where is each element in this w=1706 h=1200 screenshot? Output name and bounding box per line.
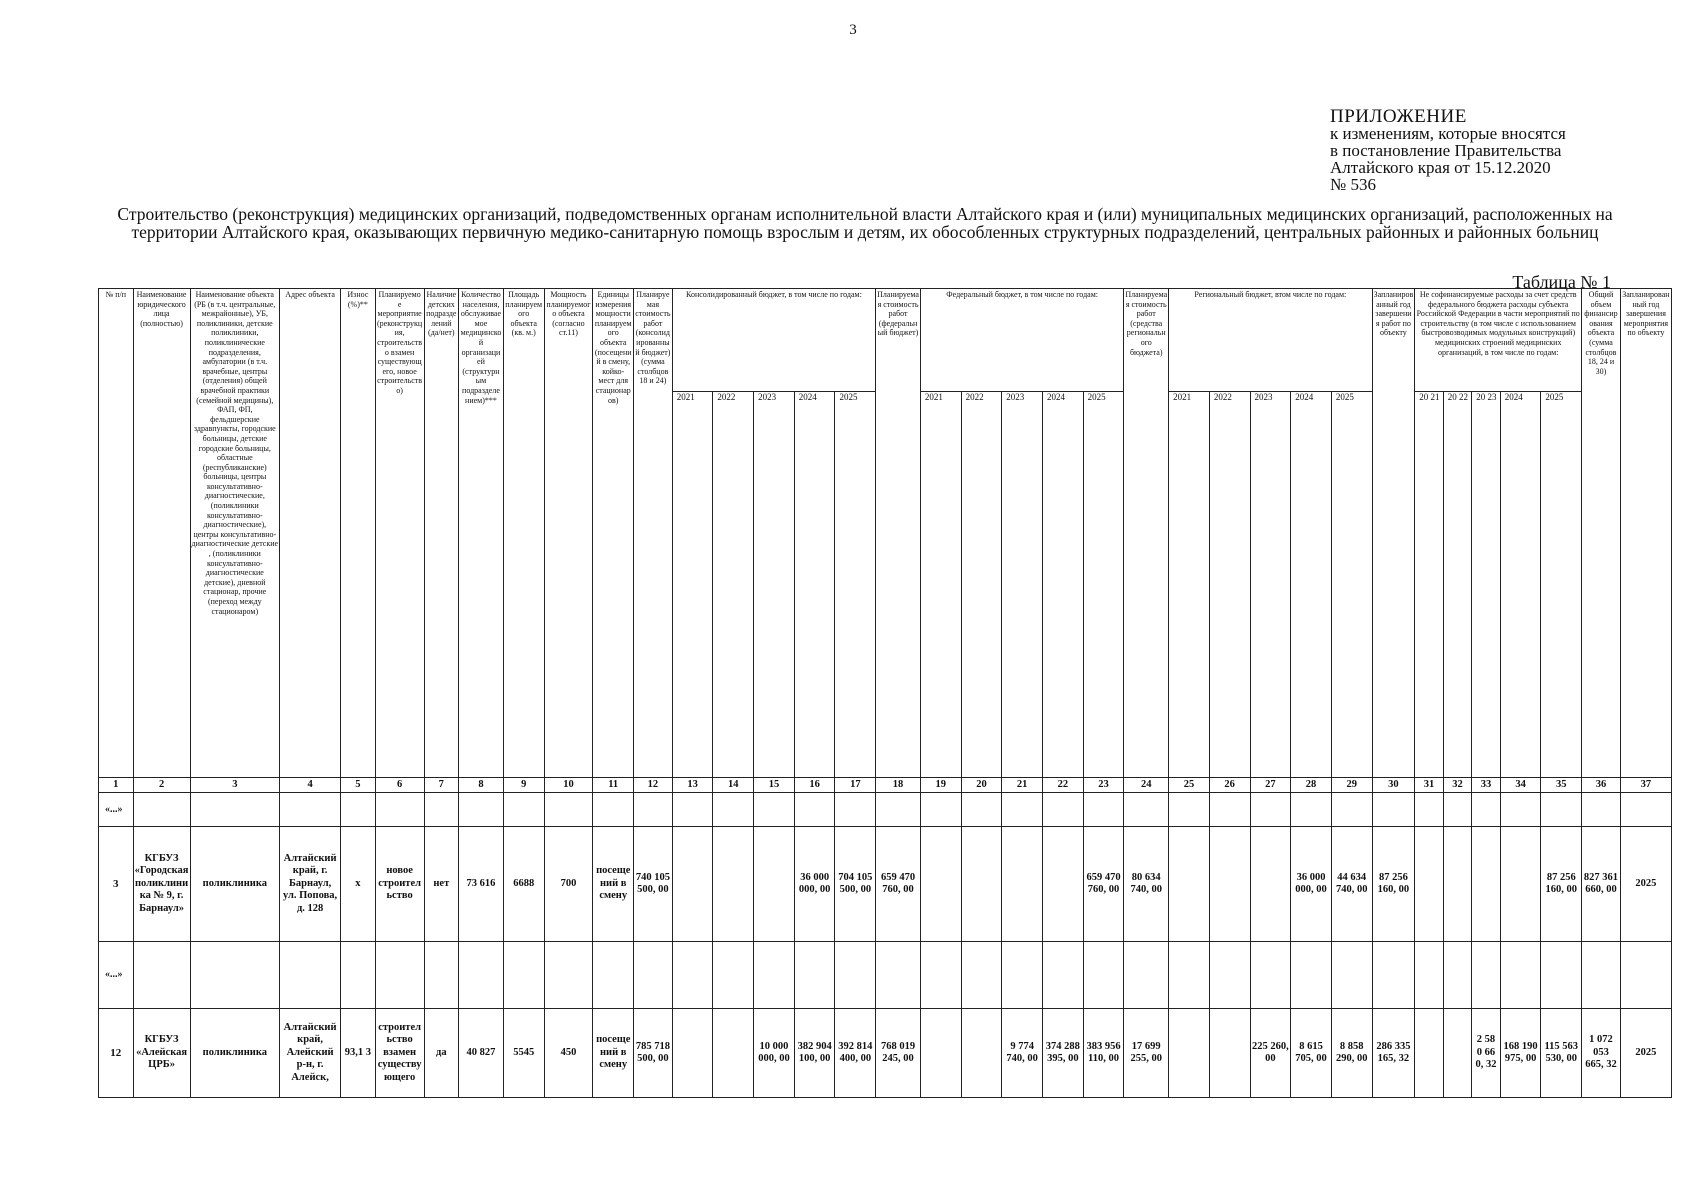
area: 5545 bbox=[503, 1009, 544, 1098]
capacity: 700 bbox=[544, 827, 593, 942]
object-name: поликлиника bbox=[190, 1009, 280, 1098]
header-cell: Планируемая стоимость работ (федеральный бюджет) bbox=[876, 289, 921, 778]
column-number: 15 bbox=[754, 778, 795, 793]
table-row bbox=[99, 1009, 1672, 1098]
column-number: 20 bbox=[961, 778, 1002, 793]
column-number: 22 bbox=[1042, 778, 1083, 793]
cell-value: 8 858 290, 00 bbox=[1331, 1009, 1372, 1098]
cell-value bbox=[1500, 827, 1541, 942]
column-number: 5 bbox=[341, 778, 376, 793]
column-number: 32 bbox=[1443, 778, 1471, 793]
cell-value bbox=[1002, 827, 1043, 942]
legal-entity: КГБУЗ «Городская поликлиника № 9, г. Барнаул» bbox=[133, 827, 190, 942]
header-cell: Наличие детских подразделений (да/нет) bbox=[424, 289, 459, 778]
header-cell: Адрес объекта bbox=[280, 289, 341, 778]
header-cell: Износ (%)** bbox=[341, 289, 376, 778]
annex-line: в постановление Правительства bbox=[1330, 141, 1562, 160]
year-cell: 2023 bbox=[1250, 392, 1291, 778]
row-number: 12 bbox=[99, 1009, 134, 1098]
column-number: 33 bbox=[1472, 778, 1500, 793]
cost-federal: 659 470 760, 00 bbox=[876, 827, 921, 942]
cell-value: 704 105 500, 00 bbox=[835, 827, 876, 942]
column-number: 10 bbox=[544, 778, 593, 793]
child-units: нет bbox=[424, 827, 459, 942]
column-number: 16 bbox=[794, 778, 835, 793]
header-cell: № п/п bbox=[99, 289, 134, 778]
cell-value bbox=[1042, 827, 1083, 942]
column-number: 1 bbox=[99, 778, 134, 793]
column-number: 18 bbox=[876, 778, 921, 793]
annex-line: к изменениям, которые вносятся bbox=[1330, 124, 1566, 143]
cell-value: 44 634 740, 00 bbox=[1331, 827, 1372, 942]
column-number: 25 bbox=[1169, 778, 1210, 793]
column-number: 6 bbox=[375, 778, 424, 793]
wear-percent: х bbox=[341, 827, 376, 942]
object-name: поликлиника bbox=[190, 827, 280, 942]
ellipsis-row bbox=[99, 942, 1672, 1009]
column-number-row bbox=[99, 778, 1672, 793]
object-address: Алтайский край, Алейский р-н, г. Алейск, bbox=[280, 1009, 341, 1098]
row-number: 3 bbox=[99, 827, 134, 942]
column-number: 21 bbox=[1002, 778, 1043, 793]
cell-value bbox=[1169, 1009, 1210, 1098]
header-cell: Планируемая стоимость работ (консолидированный бюджет) (сумма столбцов 18 и 24) bbox=[634, 289, 673, 778]
legal-entity: КГБУЗ «Алейская ЦРБ» bbox=[133, 1009, 190, 1098]
cost-consolidated: 785 718 500, 00 bbox=[634, 1009, 673, 1098]
cost-federal: 768 019 245, 00 bbox=[876, 1009, 921, 1098]
column-number: 7 bbox=[424, 778, 459, 793]
header-cell: Мощность планируемого объекта (согласно ст.11) bbox=[544, 289, 593, 778]
column-number: 4 bbox=[280, 778, 341, 793]
cost-regional: 80 634 740, 00 bbox=[1124, 827, 1169, 942]
column-number: 12 bbox=[634, 778, 673, 793]
planned-activity: строительство взамен существующего bbox=[375, 1009, 424, 1098]
cell-value bbox=[754, 827, 795, 942]
column-number: 14 bbox=[713, 778, 754, 793]
capacity: 450 bbox=[544, 1009, 593, 1098]
column-number: 37 bbox=[1620, 778, 1671, 793]
cell-value bbox=[713, 1009, 754, 1098]
cell-value: 9 774 740, 00 bbox=[1002, 1009, 1043, 1098]
annex-block bbox=[1330, 108, 1660, 193]
cell-value: 225 260, 00 bbox=[1250, 1009, 1291, 1098]
document-title: Строительство (реконструкция) медицинских организаций, подведомственных органам исполнительной власти Алтайского края и (или) муниципальных медицинских организаций, расположенных на территории Алтайского края, оказывающих первичную медико-санитарную помощь взрослым и детям, их обособленных структурных подразделений, центральных районных и районных больниц bbox=[117, 204, 1613, 242]
ellipsis-cell: «...» bbox=[99, 942, 134, 1009]
year-cell: 2025 bbox=[1331, 392, 1372, 778]
header-cell: Планируемое мероприятие (реконструкция, строительство взамен существующего, новое строительство) bbox=[375, 289, 424, 778]
column-number: 9 bbox=[503, 778, 544, 793]
column-number: 17 bbox=[835, 778, 876, 793]
column-number: 26 bbox=[1209, 778, 1250, 793]
year-cell: 2022 bbox=[713, 392, 754, 778]
area: 6688 bbox=[503, 827, 544, 942]
population: 73 616 bbox=[459, 827, 504, 942]
year-cell: 2024 bbox=[1042, 392, 1083, 778]
cell-value: 8 615 705, 00 bbox=[1291, 1009, 1332, 1098]
column-number: 13 bbox=[672, 778, 713, 793]
year-cell: 2021 bbox=[672, 392, 713, 778]
year-cell: 2021 bbox=[920, 392, 961, 778]
column-number: 24 bbox=[1124, 778, 1169, 793]
year-cell: 2023 bbox=[1002, 392, 1043, 778]
capacity-unit: посещений в смену bbox=[593, 827, 634, 942]
table-number: Таблица № 1 bbox=[1512, 272, 1611, 292]
cell-value bbox=[920, 827, 961, 942]
header-cell: Наименование объекта (РБ (в т.ч. центральные, межрайонные), УБ, поликлиники, детские поликлиники, поликлинические подразделения, амбулатории (в т.ч. врачебные, центры (отделения) общей врачебной практики (семейной медицины), ФАП, ФП, фельдшерские здравпункты, городские больницы, детские городские больницы, областные (республиканские) больницы, центры консультативно-диагностические, (поликлиники консультативно-диагностические), центры консультативно-диагностические детские , (поликлиники консультативно-диагностические детские), дневной стационар, прочие (переход между стационаром) bbox=[190, 289, 280, 778]
column-number: 27 bbox=[1250, 778, 1291, 793]
completion-year: 2025 bbox=[1620, 827, 1671, 942]
cell-value: 87 256 160, 00 bbox=[1372, 827, 1415, 942]
cost-consolidated: 740 105 500, 00 bbox=[634, 827, 673, 942]
cell-value bbox=[1415, 827, 1443, 942]
year-cell: 2025 bbox=[1541, 392, 1582, 778]
header-group-regional: Региональный бюджет, втом числе по годам: bbox=[1169, 289, 1372, 392]
population: 40 827 bbox=[459, 1009, 504, 1098]
cell-value: 659 470 760, 00 bbox=[1083, 827, 1124, 942]
annex-line: Алтайского края от 15.12.2020 bbox=[1330, 158, 1551, 177]
year-cell: 20 23 bbox=[1472, 392, 1500, 778]
column-number: 19 bbox=[920, 778, 961, 793]
column-number: 2 bbox=[133, 778, 190, 793]
object-address: Алтайский край, г. Барнаул, ул. Попова, д. 128 bbox=[280, 827, 341, 942]
column-number: 23 bbox=[1083, 778, 1124, 793]
cell-value bbox=[1209, 1009, 1250, 1098]
cell-value bbox=[1169, 827, 1210, 942]
cell-value bbox=[672, 1009, 713, 1098]
cell-value: 392 814 400, 00 bbox=[835, 1009, 876, 1098]
completion-year: 2025 bbox=[1620, 1009, 1671, 1098]
year-cell: 2025 bbox=[835, 392, 876, 778]
column-number: 11 bbox=[593, 778, 634, 793]
column-number: 3 bbox=[190, 778, 280, 793]
column-number: 31 bbox=[1415, 778, 1443, 793]
column-number: 28 bbox=[1291, 778, 1332, 793]
total-financing: 827 361 660, 00 bbox=[1582, 827, 1621, 942]
total-financing: 1 072 053 665, 32 bbox=[1582, 1009, 1621, 1098]
header-cell: Запланированный год завершения мероприятия по объекту bbox=[1620, 289, 1671, 778]
cell-value bbox=[961, 827, 1002, 942]
column-number: 8 bbox=[459, 778, 504, 793]
capacity-unit: посещений в смену bbox=[593, 1009, 634, 1098]
ellipsis-cell: «...» bbox=[99, 793, 134, 827]
annex-heading: ПРИЛОЖЕНИЕ bbox=[1330, 106, 1467, 127]
cell-value bbox=[672, 827, 713, 942]
cell-value bbox=[1443, 827, 1471, 942]
year-cell: 2021 bbox=[1169, 392, 1210, 778]
cell-value bbox=[1415, 1009, 1443, 1098]
planned-activity: новое строительство bbox=[375, 827, 424, 942]
cell-value bbox=[713, 827, 754, 942]
year-cell: 20 22 bbox=[1443, 392, 1471, 778]
header-row-groups bbox=[99, 289, 1672, 392]
cell-value: 10 000 000, 00 bbox=[754, 1009, 795, 1098]
ellipsis-row bbox=[99, 793, 1672, 827]
cell-value bbox=[1472, 827, 1500, 942]
cell-value: 374 288 395, 00 bbox=[1042, 1009, 1083, 1098]
cell-value: 383 956 110, 00 bbox=[1083, 1009, 1124, 1098]
header-cell: Количество населения, обслуживаемое медицинской организацией (структурным подразделением)*** bbox=[459, 289, 504, 778]
header-group-federal: Федеральный бюджет, в том числе по годам: bbox=[920, 289, 1123, 392]
annex-line: № 536 bbox=[1330, 175, 1376, 194]
header-cell: Запланированный год завершения работ по объекту bbox=[1372, 289, 1415, 778]
cell-value: 286 335 165, 32 bbox=[1372, 1009, 1415, 1098]
header-cell: Единицы измерения мощности планируемого объекта (посещений в смену, койко-мест для стационаров) bbox=[593, 289, 634, 778]
cell-value: 115 563 530, 00 bbox=[1541, 1009, 1582, 1098]
column-number: 34 bbox=[1500, 778, 1541, 793]
cell-value: 382 904 100, 00 bbox=[794, 1009, 835, 1098]
header-cell: Площадь планируемого объекта (кв. м.) bbox=[503, 289, 544, 778]
column-number: 30 bbox=[1372, 778, 1415, 793]
column-number: 36 bbox=[1582, 778, 1621, 793]
year-cell: 2024 bbox=[794, 392, 835, 778]
table-row bbox=[99, 827, 1672, 942]
page-number: 3 bbox=[849, 22, 857, 38]
year-cell: 2022 bbox=[1209, 392, 1250, 778]
year-cell: 2022 bbox=[961, 392, 1002, 778]
year-cell: 2025 bbox=[1083, 392, 1124, 778]
cell-value: 36 000 000, 00 bbox=[1291, 827, 1332, 942]
year-cell: 20 21 bbox=[1415, 392, 1443, 778]
cell-value bbox=[961, 1009, 1002, 1098]
cost-regional: 17 699 255, 00 bbox=[1124, 1009, 1169, 1098]
header-group-nonco: Не софинансируемые расходы за счет средств федерального бюджета расходы субъекта Российской Федерации в части мероприятий по строительству (в том числе с использованием быстровозводимых модульных конструкций) медицинских строений медицинских организаций, в том числе по годам: bbox=[1415, 289, 1582, 392]
year-cell: 2024 bbox=[1291, 392, 1332, 778]
year-cell: 2024 bbox=[1500, 392, 1541, 778]
header-group-consolidated: Консолидированный бюджет, в том числе по годам: bbox=[672, 289, 875, 392]
cell-value: 168 190 975, 00 bbox=[1500, 1009, 1541, 1098]
child-units: да bbox=[424, 1009, 459, 1098]
cell-value bbox=[920, 1009, 961, 1098]
cell-value: 36 000 000, 00 bbox=[794, 827, 835, 942]
year-cell: 2023 bbox=[754, 392, 795, 778]
column-number: 29 bbox=[1331, 778, 1372, 793]
cell-value bbox=[1443, 1009, 1471, 1098]
column-number: 35 bbox=[1541, 778, 1582, 793]
cell-value: 87 256 160, 00 bbox=[1541, 827, 1582, 942]
data-table bbox=[98, 288, 1672, 1098]
header-cell: Наименование юридического лица (полностью) bbox=[133, 289, 190, 778]
cell-value bbox=[1250, 827, 1291, 942]
cell-value: 2 58 0 66 0, 32 bbox=[1472, 1009, 1500, 1098]
header-cell: Общий объем финансирования объекта (сумма столбцов 18, 24 и 30) bbox=[1582, 289, 1621, 778]
header-cell: Планируемая стоимость работ (средства регионального бюджета) bbox=[1124, 289, 1169, 778]
cell-value bbox=[1209, 827, 1250, 942]
wear-percent: 93,1 3 bbox=[341, 1009, 376, 1098]
